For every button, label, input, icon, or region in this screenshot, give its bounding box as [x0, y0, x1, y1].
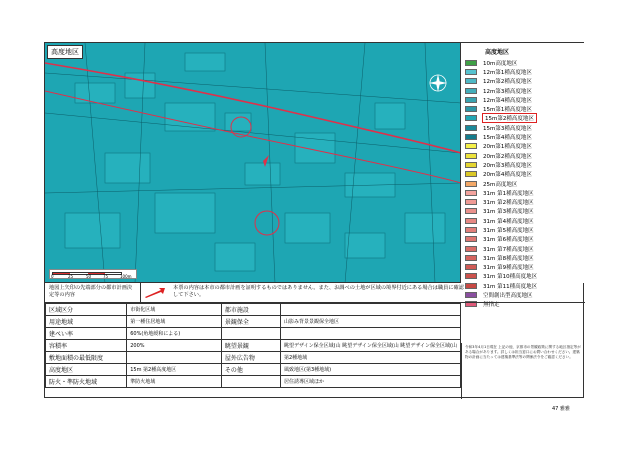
zoning-map[interactable] [45, 43, 461, 283]
table-row [46, 304, 461, 316]
legend-swatch [465, 255, 477, 261]
scale-bar: 0 25 50 75 100m [49, 269, 137, 279]
legend-swatch [465, 69, 477, 75]
legend-label: 20m第1種高度地区 [483, 144, 532, 151]
legend-label: 12m第1種高度地区 [483, 69, 532, 76]
legend-label: 31m 第8種高度地区 [483, 255, 534, 262]
legend-swatch [465, 88, 477, 94]
table-row [46, 364, 461, 376]
table-row [46, 328, 461, 340]
info-value: 60%(角地緩和による) [127, 328, 222, 340]
info-key: 屋外広告物 [221, 352, 280, 364]
table-row [46, 340, 461, 352]
legend-item [465, 160, 581, 169]
legend-swatch [465, 218, 477, 224]
info-key: 都市施設 [221, 304, 280, 316]
info-value: 第2種地域 [281, 352, 461, 364]
legend-label: 20m第4種高度地区 [483, 172, 532, 179]
map-title: 高度地区 [47, 45, 83, 59]
legend-swatch [465, 199, 477, 205]
legend-swatch [465, 273, 477, 279]
legend-swatch [465, 78, 477, 84]
info-key: 用途地域 [46, 316, 127, 328]
legend-swatch [465, 264, 477, 270]
info-key [221, 328, 280, 340]
legend-label: 12m第4種高度地区 [483, 97, 532, 104]
legend-label: 20m第3種高度地区 [483, 162, 532, 169]
legend-item [465, 104, 581, 113]
legend-item [465, 235, 581, 244]
legend-item [465, 216, 581, 225]
legend-swatch [465, 143, 477, 149]
table-row [46, 376, 461, 388]
planning-info-table [45, 303, 461, 388]
legend-swatch [465, 60, 477, 66]
legend-item [465, 179, 581, 188]
legend-label: 31m 第9種高度地区 [483, 265, 534, 272]
legend-swatch [465, 208, 477, 214]
table-row [46, 316, 461, 328]
legend-label: 31m 第11種高度地区 [483, 283, 538, 290]
legend-swatch [465, 227, 477, 233]
info-value: 第一種住居地域 [127, 316, 222, 328]
legend-item [465, 86, 581, 95]
legend-item [465, 225, 581, 234]
legend-label: 20m第2種高度地区 [483, 153, 532, 160]
legend-title: 高度地区 [485, 49, 510, 56]
legend-swatch [465, 181, 477, 187]
legend-label: 31m 第4種高度地区 [483, 218, 534, 225]
info-value: 準防火地域 [127, 376, 222, 388]
legend-swatch [465, 134, 477, 140]
legend-swatch [465, 171, 477, 177]
legend-label: 31m 第6種高度地区 [483, 237, 534, 244]
legend-item [465, 132, 581, 141]
info-key: 高度地区 [46, 364, 127, 376]
zoning-sheet [44, 42, 584, 398]
legend-item [465, 207, 581, 216]
info-value: 市街化区域 [127, 304, 222, 316]
info-key: 敷地面積の最低限度 [46, 352, 127, 364]
page-number: 47 雅雅 [552, 406, 570, 412]
legend-swatch [465, 97, 477, 103]
legend-item [465, 77, 581, 86]
info-key: 建ぺい率 [46, 328, 127, 340]
table-row [46, 352, 461, 364]
notes-row [45, 283, 585, 303]
info-value [281, 304, 461, 316]
map-base [45, 43, 461, 283]
info-key: その他 [221, 364, 280, 376]
legend-label: 31m 第2種高度地区 [483, 200, 534, 207]
info-key [221, 376, 280, 388]
legend-item [465, 142, 581, 151]
legend-swatch [465, 246, 477, 252]
legend-label: 15m第1種高度地区 [483, 107, 532, 114]
info-value: 居住誘導区域ほか [281, 376, 461, 388]
legend-items [465, 58, 581, 309]
info-value: 眺望デザイン保全区域(山 眺望デザイン保全区域(山 眺望デザイン保全区域(山 [281, 340, 461, 352]
legend-label: 31m 第1種高度地区 [483, 190, 534, 197]
legend-label: 31m 第10種高度地区 [483, 274, 538, 281]
legend-label: 31m 第3種高度地区 [483, 209, 534, 216]
legend-swatch [465, 106, 477, 112]
legend-item [465, 244, 581, 253]
red-arrow-icon [143, 287, 165, 299]
legend-swatch [465, 115, 477, 121]
info-value: 山影み背景景観保全地区 [281, 316, 461, 328]
legend-item [465, 272, 581, 281]
memo-text: 令和3年4月1日現在 上記の他、京都市の景観政策に関する地区指定等がある場合があります。詳しくは担当窓口にお問い合わせください。建築物の計画に当たっては建築基準法等の関係法令をご確認ください。 [461, 343, 585, 399]
legend-item [465, 123, 581, 132]
legend-item [465, 188, 581, 197]
info-key: 容積率 [46, 340, 127, 352]
legend-item [465, 151, 581, 160]
legend-label: 25m高度地区 [483, 181, 518, 188]
info-key: 眺望景観 [221, 340, 280, 352]
legend-label: 無指定 [483, 302, 500, 309]
legend-swatch [465, 162, 477, 168]
legend-label: 15m第3種高度地区 [483, 125, 532, 132]
info-key: 区域区分 [46, 304, 127, 316]
legend-swatch [465, 125, 477, 131]
legend-label: 12m第3種高度地区 [483, 88, 532, 95]
legend-item [465, 114, 581, 123]
info-value: 200% [127, 340, 222, 352]
info-value: 15m 第2種高度地区 [127, 364, 222, 376]
legend-item [465, 197, 581, 206]
legend-label: 12m第2種高度地区 [483, 79, 532, 86]
legend [461, 43, 585, 309]
legend-swatch [465, 190, 477, 196]
info-value [127, 352, 222, 364]
legend-item [465, 95, 581, 104]
info-key: 防火・準防火地域 [46, 376, 127, 388]
legend-label: 10m高度地区 [483, 60, 518, 67]
legend-swatch [465, 236, 477, 242]
legend-item [465, 58, 581, 67]
legend-label: 15m第4種高度地区 [483, 135, 532, 142]
legend-label: 空間創出型高度地区 [483, 293, 533, 300]
legend-item [465, 170, 581, 179]
info-value [281, 328, 461, 340]
info-value: 風致地区(第3種地域) [281, 364, 461, 376]
legend-label: 15m第2種高度地区 [485, 116, 534, 123]
disclaimer-note: 本票の内容は本市の都市計画を証明するものではありません。また、お調べの土地が区域の境界付近にある場合は職員に確認して下さい。 [173, 285, 464, 298]
legend-item [465, 67, 581, 76]
legend-swatch [465, 153, 477, 159]
legend-label: 31m 第7種高度地区 [483, 246, 534, 253]
legend-item [465, 263, 581, 272]
arrow-note: 地図上矢印の先端部分の都市計画決定等の内容 [45, 283, 141, 303]
legend-label: 31m 第5種高度地区 [483, 227, 534, 234]
legend-item [465, 253, 581, 262]
info-key: 景観保全 [221, 316, 280, 328]
